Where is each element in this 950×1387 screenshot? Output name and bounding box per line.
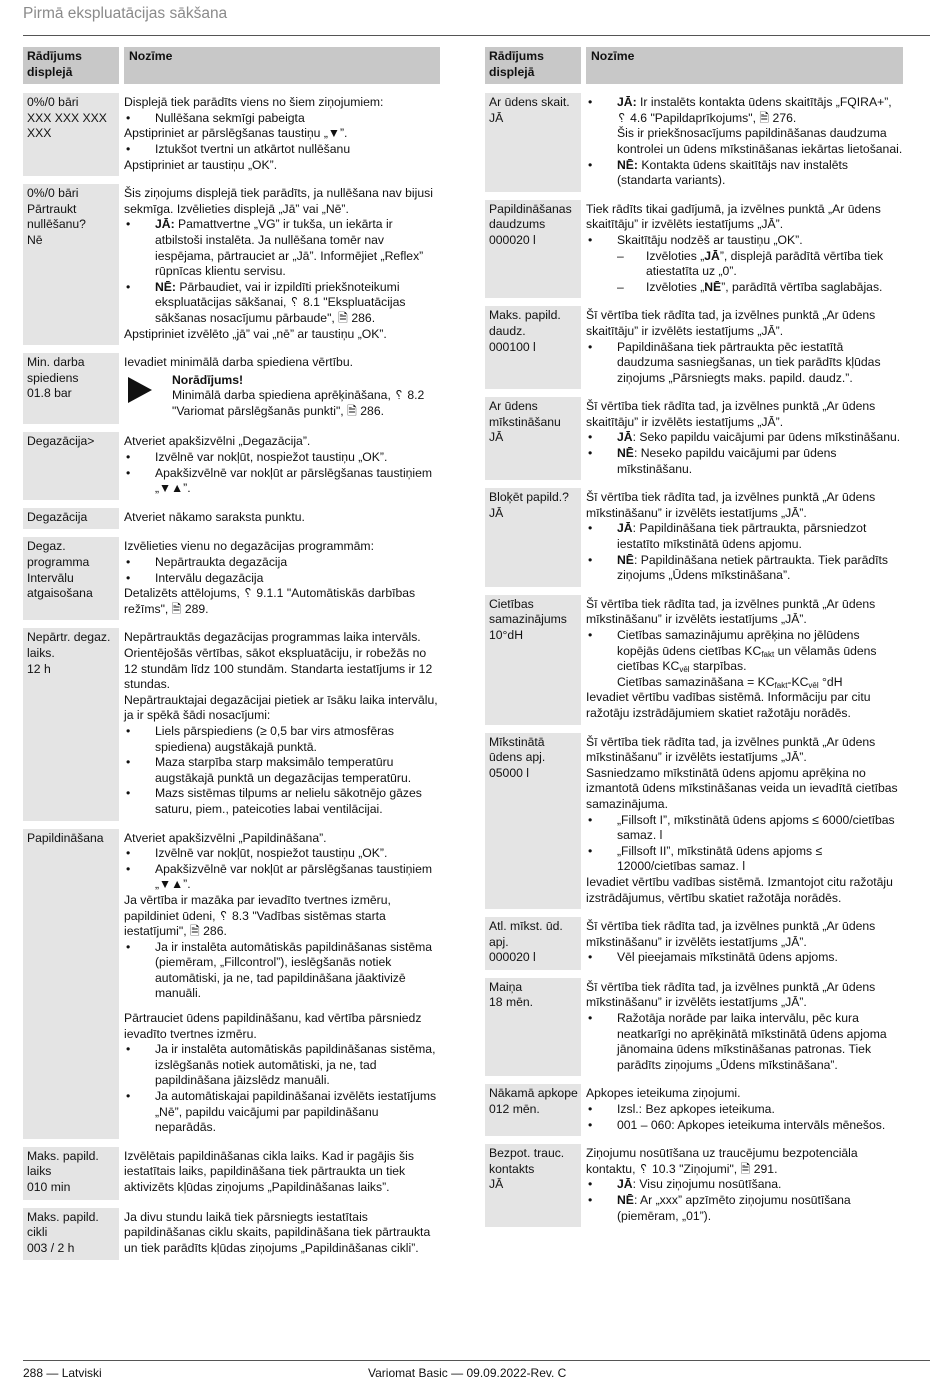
footer-divider — [23, 1360, 930, 1361]
display-label: 18 mēn. — [489, 995, 534, 1010]
bullet-item: • JĀ: Visu ziņojumu nosūtīšana. — [586, 1177, 903, 1193]
display-label: Maks. papild. daudz. — [489, 308, 561, 338]
display-cell — [23, 537, 119, 620]
display-cell — [23, 432, 119, 499]
display-label: Degaz. programma — [27, 539, 90, 570]
bullet-item: • Liels pārspiediens (≥ 0,5 bar virs atmosfēras spiediena) augstākajā punktā. — [124, 724, 440, 755]
paragraph: Ievadiet minimālā darba spiediena vērtību. — [124, 355, 353, 370]
display-cell — [485, 978, 581, 1077]
display-label: Mīkstinātā ūdens apj. — [489, 734, 546, 765]
display-label: Nākamā apkope — [489, 1086, 578, 1101]
display-label: Min. darba spiediens — [27, 355, 85, 385]
table-row — [485, 978, 903, 1077]
bullet-item: • „Fillsoft I”, mīkstinātā ūdens apjoms ≤ 6000/cietības samaz. l — [586, 813, 903, 844]
table-row — [23, 537, 440, 620]
bullet-item: • NĒ: Kontakta ūdens skaitītājs nav instalēts (standarta variants). — [586, 158, 903, 189]
display-cell — [485, 93, 581, 192]
table-row — [23, 1208, 440, 1261]
display-label: Pārtraukt nullēšanu? — [27, 201, 86, 232]
bullet-item: • Ja ir instalēta automātiskās papildināšanas sistēma, izslēgšanās notiek automātiski, ja ne, tad papildināšana jāizslēdz manuāli. — [124, 1042, 440, 1089]
bullet-item: • Apakšizvēlnē var nokļūt ar pārslēgšanas taustiņiem „▼▲”. — [124, 862, 440, 893]
table-row — [23, 628, 440, 820]
bullet-item: • JĀ: Papildināšana tiek pārtraukta, pārsniedzot iestatīto mīkstinātā ūdens apjomu. — [586, 521, 903, 552]
display-label: Bloķēt papild.? — [489, 490, 569, 505]
table-row — [485, 733, 903, 910]
bullet-item: • Apakšizvēlnē var nokļūt ar pārslēgšanas taustiņiem „▼▲”. — [124, 466, 440, 497]
display-cell — [485, 306, 581, 389]
paragraph: Sasniedzamo mīkstinātā ūdens apjomu aprēķina no izmantotā ūdens mīkstināšanas veida un ievadītā cietības samazinājuma. — [586, 765, 898, 811]
bullet-item: • NĒ: Papildināšana netiek pārtraukta. Tiek parādīts ziņojums „Ūdens mīkstināšana”. — [586, 553, 903, 584]
bullet-item: • Izvēlnē var nokļūt, nospiežot taustiņu „OK”. — [124, 450, 440, 466]
table-row — [23, 829, 440, 1139]
display-label: Nē — [27, 232, 43, 247]
display-label: Degazācija> — [27, 434, 95, 449]
paragraph: Ievadiet vērtību vadības sistēmā. Informāciju par citu ražotāju izstrādājumiem skatiet ražotāju norādēs. — [586, 690, 871, 720]
header-display: Rādījums displejā — [23, 47, 119, 84]
bullet-item: • Ražotāja norāde par laika intervālu, pēc kura neatkarīgi no aprēķinātā mīkstinātā ūdens apjoma jānomaina ūdens mīkstināšanas patronas. Tiek parādīts ziņojums „Ūdens mīkstināšana”. — [586, 1011, 903, 1073]
meaning-cell — [124, 432, 440, 499]
meaning-cell — [586, 488, 903, 587]
table-row — [485, 306, 903, 389]
bullet-item: • 001 – 060: Apkopes ieteikuma intervāls mēnešos. — [586, 1118, 903, 1134]
paragraph: Ja divu stundu laikā tiek pārsniegts iestatītais papildināšanas ciklu skaits, papildināšana tiek pārtraukta un tiek parādīts kļūdas ziņojums „Papildināšanas cikli”. — [124, 1209, 431, 1255]
paragraph: Apstipriniet izvēlēto „jā” vai „nē” ar taustiņu „OK”. — [124, 326, 387, 341]
paragraph: Atveriet nākamo saraksta punktu. — [124, 509, 305, 524]
display-cell — [485, 595, 581, 725]
paragraph: Atveriet apakšizvēlni „Degazācija”. — [124, 434, 311, 449]
bullet-item: • Mazs sistēmas tilpums ar nelielu sākotnējo gāzes saturu, piem., pateicoties labai ventilācijai. — [124, 786, 440, 817]
paragraph: Apkopes ieteikuma ziņojumi. — [586, 1086, 741, 1101]
meaning-cell — [586, 93, 903, 192]
meaning-cell — [124, 1208, 440, 1261]
bullet-item: • Papildināšana tiek pārtraukta pēc iestatītā daudzuma sasniegšanas, un tiek parādīts kļūdas ziņojums „Pārsniegts maks. papild. daudz.”. — [586, 340, 903, 387]
meaning-cell — [124, 1147, 440, 1200]
bullet-item: • Ja automātiskajai papildināšanai izvēlēts iestatījums „Nē”, papildu vaicājumi par papildināšanu neparādās. — [124, 1089, 440, 1136]
meaning-cell — [124, 93, 440, 176]
display-label: Atl. mīkst. ūd. apj. — [489, 919, 563, 949]
meaning-cell — [586, 200, 903, 299]
table-header — [23, 47, 440, 84]
paragraph: Šis ziņojums displejā tiek parādīts, ja nullēšana nav bijusi sekmīga. Izvēlieties displejā „Jā” vai „Nē”. — [124, 186, 433, 216]
display-cell — [23, 184, 119, 345]
bullet-item: • Maza starpība starp maksimālo temperatūru augstākajā punktā un degazācijas temperatūru. — [124, 755, 440, 786]
display-cell — [23, 1208, 119, 1261]
display-label: 003 / 2 h — [27, 1240, 75, 1255]
display-cell — [485, 200, 581, 299]
table-header — [485, 47, 903, 84]
bullet-item: • Nullēšana sekmīgi pabeigta — [124, 111, 440, 127]
display-cell — [485, 1084, 581, 1136]
left-table — [23, 47, 440, 1268]
paragraph: Apstipriniet ar taustiņu „OK”. — [124, 157, 278, 172]
paragraph: Šī vērtība tiek rādīta tad, ja izvēlnes punktā „Ar ūdens mīkstināšanu” ir izvēlēts iestatījums „JĀ”. — [586, 734, 876, 765]
paragraph: Pārtrauciet ūdens papildināšanu, kad vērtība pārsniedz ievadīto tvertnes izmēru. — [124, 1011, 422, 1041]
paragraph: Šī vērtība tiek rādīta tad, ja izvēlnes punktā „Ar ūdens mīkstināšanu” ir izvēlēts iestatījums „JĀ”. — [586, 979, 876, 1010]
display-label: JĀ — [489, 1177, 504, 1192]
meaning-cell — [124, 829, 440, 1139]
table-row — [485, 1144, 903, 1227]
bullet-item: • JĀ: Ir instalēts kontakta ūdens skaitītājs „FQIRA+”, ␦ 4.6 "Papildaprīkojums", 🗎 276. Šis ir priekšnosacījums papildināšanas daudzuma kontrolei un ūdens mīkstināšanas iekārtas lietošanai. — [586, 95, 903, 157]
note-text: Minimālā darba spiediena aprēķināšana, ␦ 8.2 "Variomat pārslēgšanās punkti", 🗎 286. — [172, 388, 425, 418]
bullet-item: • „Fillsoft II”, mīkstinātā ūdens apjoms ≤ 12000/cietības samaz. l — [586, 844, 903, 875]
display-cell — [485, 917, 581, 970]
display-label: 000100 l — [489, 339, 536, 354]
display-cell — [485, 488, 581, 587]
note-block — [124, 373, 440, 420]
bullet-item: • Nepārtraukta degazācija — [124, 555, 440, 571]
display-label: Papildināšana — [27, 830, 104, 845]
bullet-item: • NĒ: Neseko papildu vaicājumi par ūdens mīkstināšanu. — [586, 446, 903, 477]
meaning-cell — [124, 353, 440, 424]
header-display: Rādījums displejā — [485, 47, 581, 84]
paragraph: Apstipriniet ar pārslēgšanas taustiņu „▼”. — [124, 126, 348, 141]
display-cell — [23, 353, 119, 424]
table-row — [23, 1147, 440, 1200]
display-label: Maks. papild. laiks — [27, 1148, 99, 1179]
table-row — [23, 93, 440, 176]
paragraph: Ja vērtība ir mazāka par ievadīto tvertnes izmēru, papildiniet ūdeni, ␦ 8.3 "Vadības sistēmas starta iestatījumi", 🗎 286. — [124, 892, 391, 939]
display-cell — [485, 397, 581, 480]
display-label: 010 min — [27, 1180, 71, 1194]
display-label: Nepārtr. degaz. laiks. — [27, 630, 111, 660]
display-cell — [485, 733, 581, 910]
display-label: Maiņa — [489, 979, 523, 994]
meaning-cell — [586, 397, 903, 480]
meaning-cell — [124, 537, 440, 620]
bullet-item: • Ja ir instalēta automātiskās papildināšanas sistēma (piemēram, „Fillcontrol”), ieslēgšanās notiek automātiski, ja ne, tad papildināšana jāaktivizē manuāli. — [124, 940, 440, 1002]
display-label: XXX XXX XXX XXX — [27, 110, 107, 141]
table-row — [485, 595, 903, 725]
display-label: 12 h — [27, 661, 51, 676]
bullet-item: • JĀ: Seko papildu vaicājumi par ūdens mīkstināšanu. — [586, 430, 903, 446]
meaning-cell — [586, 733, 903, 910]
note-arrow-icon — [128, 377, 152, 403]
paragraph: Displejā tiek parādīts viens no šiem ziņojumiem: — [124, 95, 384, 110]
table-row — [23, 353, 440, 424]
bullet-item: • Cietības samazinājumu aprēķina no jēlūdens kopējās ūdens cietības $KC_{fakt}$ un vēlamās ūdens cietības $KC_{vēl}$ starpības. Cietības samazināšana = $KC_{fakt}-KC_{vēl}$ °dH — [586, 628, 903, 690]
paragraph: Šī vērtība tiek rādīta tad, ja izvēlnes punktā „Ar ūdens mīkstināšanu” ir izvēlēts iestatījums „JĀ”. — [586, 490, 876, 520]
display-label: Ar ūdens skait. — [489, 95, 570, 110]
bullet-item: • NĒ: Pārbaudiet, vai ir izpildīti priekšnoteikumi ekspluatācijas sākšanai, ␦ 8.1 "Ekspluatācijas sākšanas nosacījumu pārbaude", 🗎 286. — [124, 280, 440, 327]
display-label: Papildināšanas daudzums — [489, 201, 572, 232]
footer-doc: Variomat Basic — 09.09.2022-Rev. C — [368, 1366, 567, 1380]
bullet-item: • Intervālu degazācija — [124, 571, 440, 587]
right-table — [485, 47, 903, 1235]
display-label: JĀ — [489, 505, 504, 520]
bullet-item: • Izsl.: Bez apkopes ieteikuma. — [586, 1102, 903, 1118]
display-label: Cietības samazinājums — [489, 596, 567, 627]
display-label: 012 mēn. — [489, 1102, 540, 1117]
meaning-cell — [586, 595, 903, 725]
paragraph: Nepārtrauktajai degazācijai pietiek ar īsāku laika intervālu, ja ir spēkā šādi nosacījumi: — [124, 692, 438, 723]
paragraph: Tiek rādīts tikai gadījumā, ja izvēlnes punktā „Ar ūdens skaitītāju” ir izvēlēts iestatījums „JĀ”. — [586, 201, 881, 232]
table-row — [485, 1084, 903, 1136]
display-cell — [23, 829, 119, 1139]
meaning-cell — [586, 917, 903, 970]
bullet-item: • Izvēlnē var nokļūt, nospiežot taustiņu „OK”. — [124, 846, 440, 862]
display-label: 05000 l — [489, 765, 529, 780]
note-body — [172, 373, 440, 420]
meaning-cell — [124, 508, 440, 530]
spacer — [124, 1002, 440, 1011]
dash-item: – Izvēloties „JĀ”, displejā parādītā vērtība tiek atiestatīta uz „0”. — [586, 249, 903, 280]
footer-page: 288 — Latviski — [23, 1366, 102, 1380]
display-label: 0%/0 bāri — [27, 186, 79, 201]
display-label: Intervālu atgaisošana — [27, 570, 93, 601]
paragraph: Šī vērtība tiek rādīta tad, ja izvēlnes punktā „Ar ūdens skaitītāju” ir izvēlēts iestatījums „JĀ”. — [586, 399, 876, 429]
paragraph: Izvēlieties vienu no degazācijas programmām: — [124, 539, 374, 554]
display-label: JĀ — [489, 430, 504, 445]
display-label: Degazācija — [27, 509, 88, 524]
paragraph: Šī vērtība tiek rādīta tad, ja izvēlnes punktā „Ar ūdens skaitītāju” ir izvēlēts iestatījums „JĀ”. — [586, 308, 876, 338]
paragraph: Nepārtrauktās degazācijas programmas laika intervāls. Orientējošās vērtības, sākot ekspluatāciju, ir robežās no 12 stundām līdz 100 stundām. Standarta iestatījums ir 12 stundas. — [124, 630, 433, 692]
display-label: 000020 l — [489, 232, 536, 247]
display-label: 000020 l — [489, 950, 536, 965]
paragraph: Detalizēts attēlojums, ␦ 9.1.1 "Automātiskās darbības režīms", 🗎 289. — [124, 586, 416, 616]
display-cell — [23, 628, 119, 820]
meaning-cell — [586, 1144, 903, 1227]
display-cell — [23, 508, 119, 530]
bullet-item: • JĀ: Pamattvertne „VG” ir tukša, un iekārta ir atbilstoši instalēta. Ja nullēšana tomēr nav iespējama, pārtrauciet ar „Jā”. Informējiet „Reflex” rūpnīcas klientu servisu. — [124, 217, 440, 279]
table-row — [485, 200, 903, 299]
display-label: JĀ — [489, 110, 504, 125]
meaning-cell — [586, 978, 903, 1077]
dash-item: – Izvēloties „NĒ”, parādītā vērtība saglabājas. — [586, 280, 903, 296]
header-meaning: Nozīme — [586, 47, 903, 84]
header-meaning: Nozīme — [124, 47, 440, 84]
paragraph: Izvēlētais papildināšanas cikla laiks. Kad ir pagājis šis iestatītais laiks, papildināšana tiek pārtraukta un tiek aktivizēts kļūdas ziņojums „Papildināšanas laiks”. — [124, 1148, 414, 1194]
header-divider — [23, 35, 930, 36]
table-row — [485, 917, 903, 970]
meaning-cell — [124, 184, 440, 345]
display-label: Ar ūdens mīkstināšanu — [489, 399, 561, 429]
paragraph: Šī vērtība tiek rādīta tad, ja izvēlnes punktā „Ar ūdens mīkstināšanu” ir izvēlēts iestatījums „JĀ”. — [586, 596, 876, 627]
table-row — [485, 93, 903, 192]
display-label: 01.8 bar — [27, 386, 72, 401]
bullet-item: • Skaitītāju nodzēš ar taustiņu „OK”. — [586, 233, 903, 249]
display-label: 0%/0 bāri — [27, 95, 79, 110]
display-label: Bezpot. trauc. kontakts — [489, 1146, 565, 1176]
paragraph: Ziņojumu nosūtīšana uz traucējumu bezpotenciāla kontaktu, ␦ 10.3 "Ziņojumi", 🗎 291. — [586, 1146, 858, 1176]
table-row — [485, 488, 903, 587]
display-label: Maks. papild. cikli — [27, 1209, 99, 1240]
meaning-cell — [586, 1084, 903, 1136]
meaning-cell — [124, 628, 440, 820]
paragraph: Atveriet apakšizvēlni „Papildināšana”. — [124, 830, 327, 845]
note-title: Norādījums! — [172, 372, 244, 387]
display-label: 10°dH — [489, 628, 524, 642]
bullet-item: • NĒ: Ar „xxx” apzīmēto ziņojumu nosūtīšana (piemēram, „01”). — [586, 1193, 903, 1224]
page-header-title: Pirmā ekspluatācijas sākšana — [23, 5, 228, 22]
bullet-item: • Vēl pieejamais mīkstinātā ūdens apjoms. — [586, 950, 903, 966]
paragraph: Šī vērtība tiek rādīta tad, ja izvēlnes punktā „Ar ūdens mīkstināšanu” ir izvēlēts iestatījums „JĀ”. — [586, 919, 876, 949]
bullet-item: • Iztukšot tvertni un atkārtot nullēšanu — [124, 142, 440, 158]
table-row — [23, 508, 440, 530]
display-cell — [23, 1147, 119, 1200]
table-row — [23, 432, 440, 499]
paragraph: Ievadiet vērtību vadības sistēmā. Izmantojot citu ražotāju izstrādājumus, vērtību skatiet ražotāja norādēs. — [586, 874, 893, 905]
table-row — [485, 397, 903, 480]
table-row — [23, 184, 440, 345]
meaning-cell — [586, 306, 903, 389]
display-cell — [23, 93, 119, 176]
display-cell — [485, 1144, 581, 1227]
